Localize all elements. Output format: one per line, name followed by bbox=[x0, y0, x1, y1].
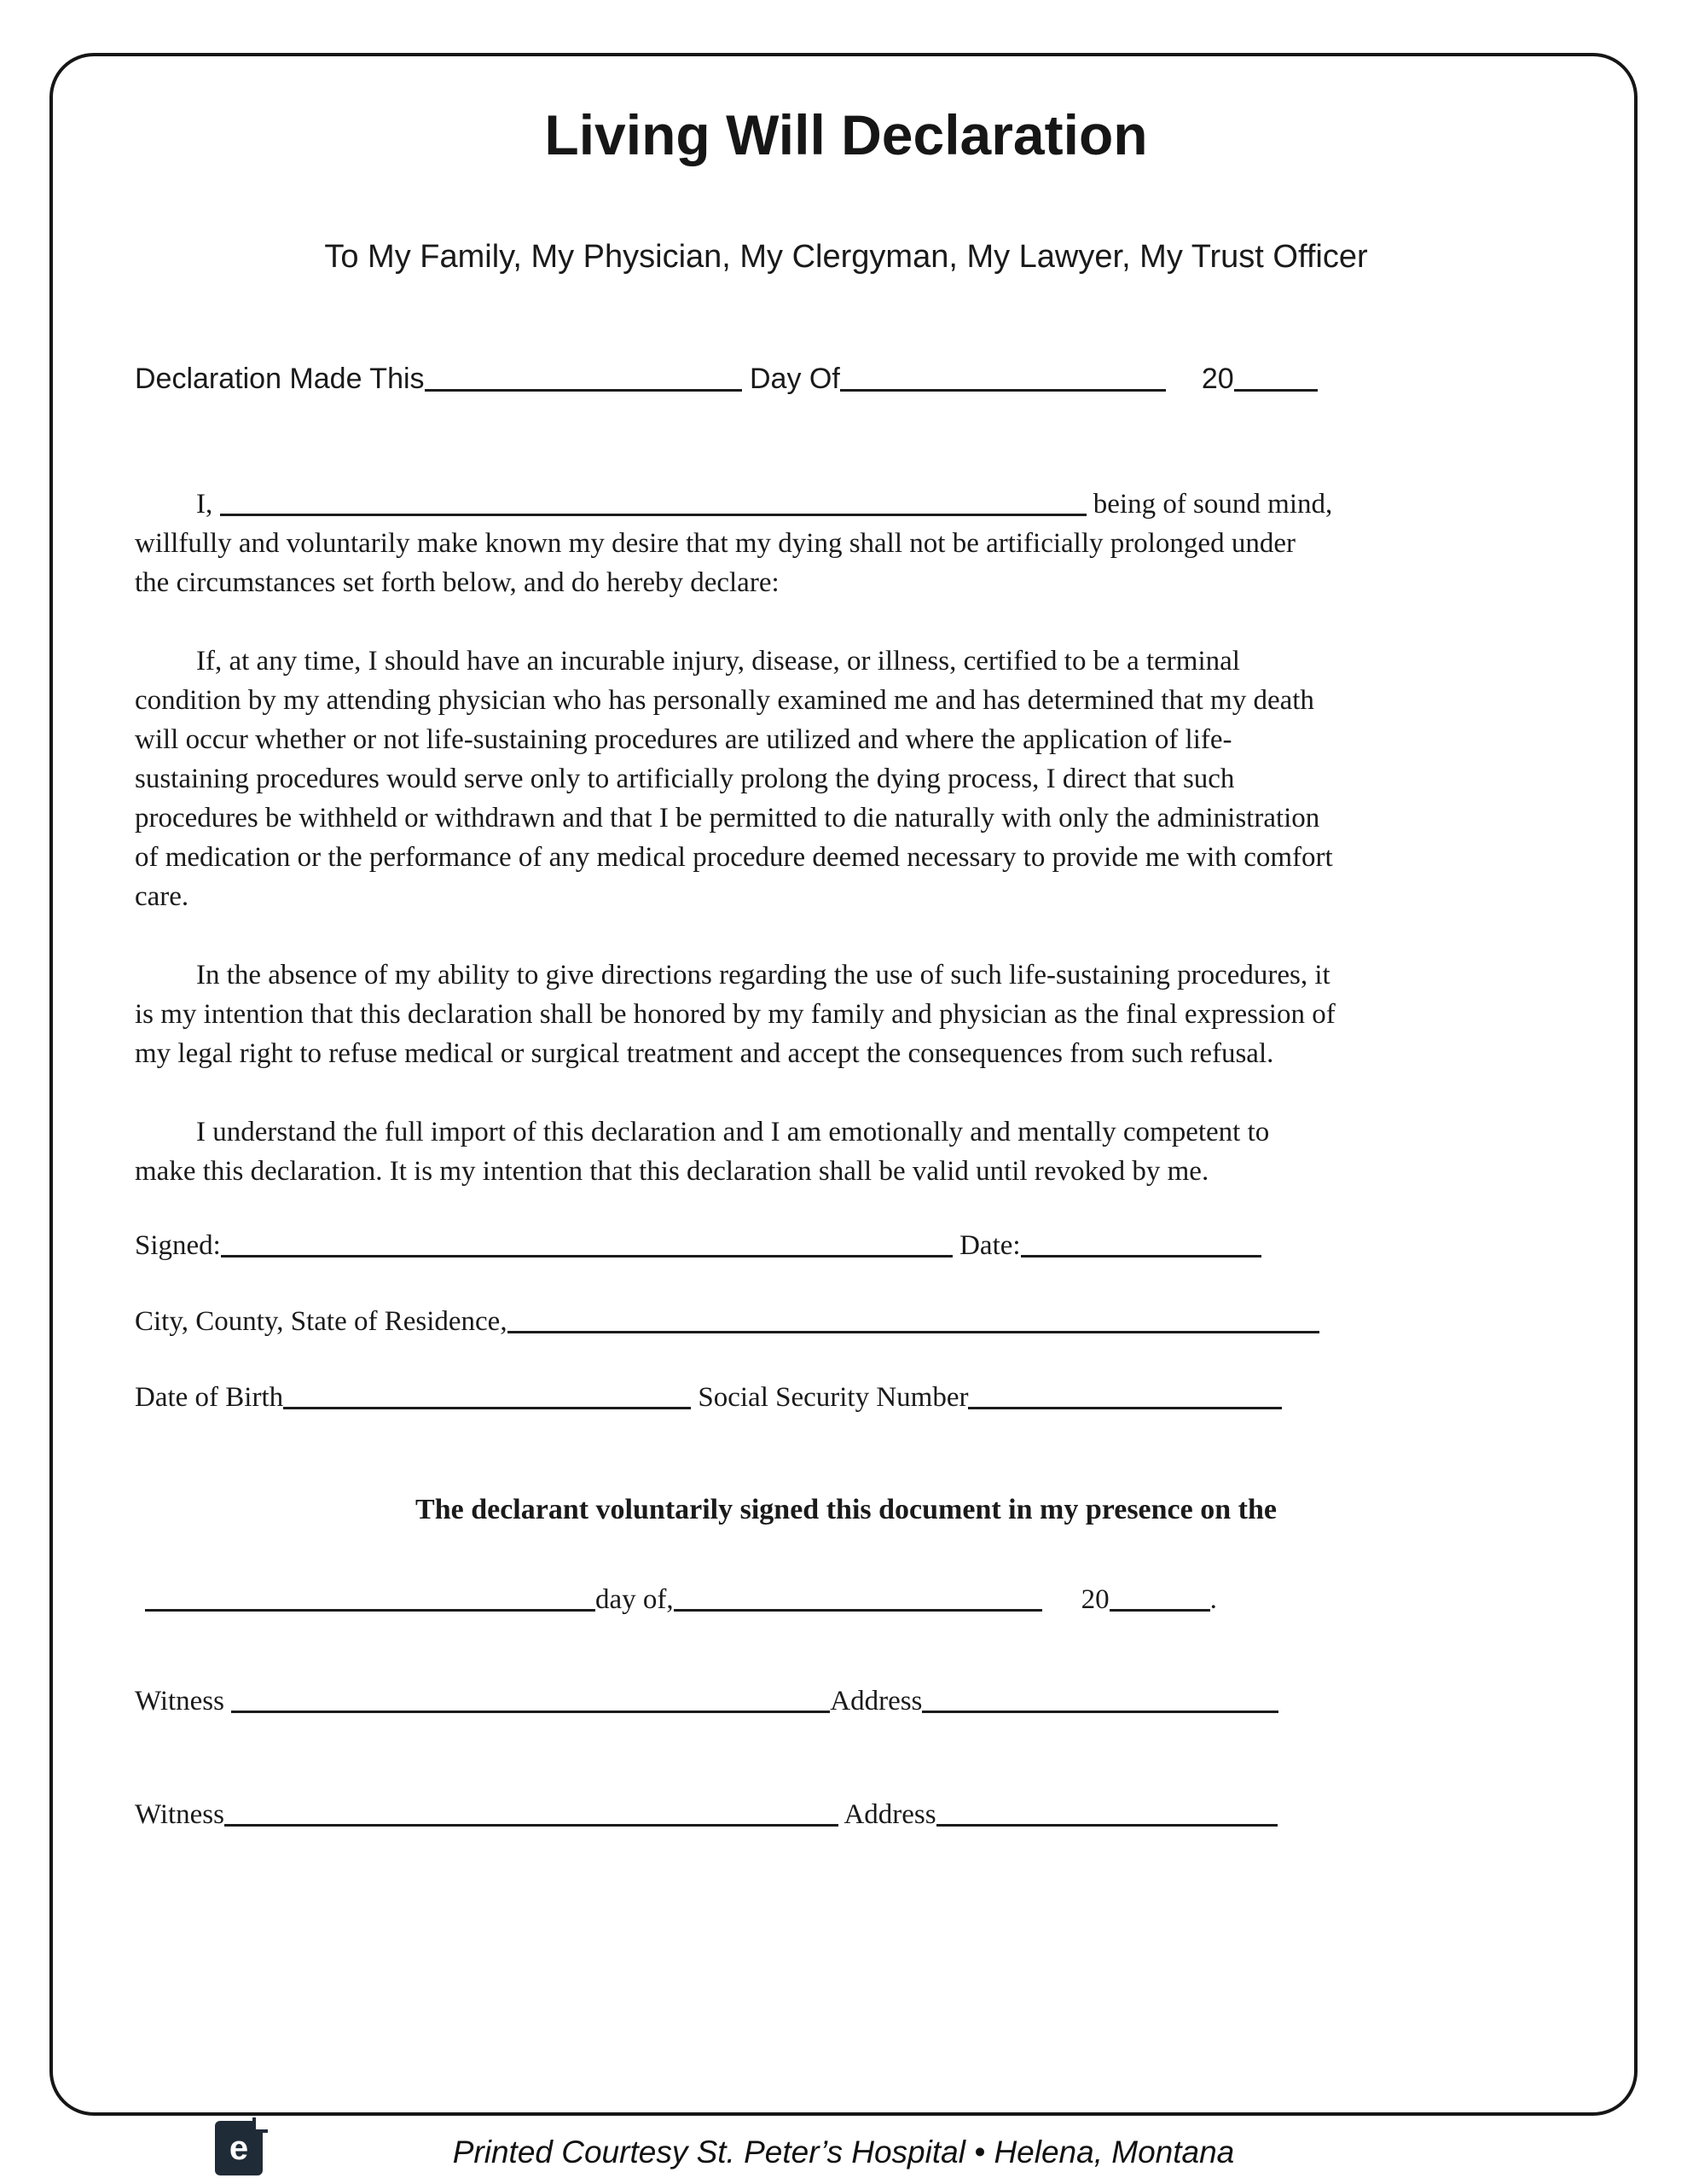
witness-line-1 bbox=[135, 1686, 1557, 1717]
residence-label: City, County, State of Residence, bbox=[135, 1306, 507, 1337]
witness1-address-label: Address bbox=[830, 1686, 923, 1716]
document-content bbox=[53, 56, 1634, 1831]
blank-witness2-address bbox=[936, 1821, 1278, 1827]
witness2-label: Witness bbox=[135, 1799, 224, 1830]
blank-witness-year bbox=[1110, 1606, 1210, 1612]
declarant-prefix: I, bbox=[196, 489, 213, 520]
body-paragraphs bbox=[135, 485, 1336, 1191]
addressees-line: To My Family, My Physician, My Clergyman, My Lawyer, My Trust Officer bbox=[324, 239, 1368, 275]
blank-signature bbox=[221, 1252, 953, 1258]
blank-dob bbox=[283, 1403, 691, 1409]
declaration-made-label: Declaration Made This bbox=[135, 363, 425, 395]
blank-witness-day bbox=[145, 1606, 595, 1612]
blank-ssn bbox=[968, 1403, 1282, 1409]
paragraph-terminal-condition: If, at any time, I should have an incurable injury, disease, or illness, certified to be a terminal condition by my attending physician who has personally examined me and has determined that my death will occur whether or not life-sustaining procedures are utilized and where the application of life-sustaining procedures would serve only to artificially prolong the dying process, I direct that such procedures be withheld or withdrawn and that I be permitted to die naturally with only the administration of medication or the performance of any medical procedure deemed necessary to provide me with comfort care. bbox=[135, 646, 1333, 912]
logo-letter: e bbox=[229, 2129, 249, 2167]
year-prefix-label: 20 bbox=[1201, 363, 1234, 395]
witness-presence-heading: The declarant voluntarily signed this document in my presence on the bbox=[415, 1494, 1277, 1525]
residence-line bbox=[135, 1306, 1354, 1338]
blank-date bbox=[1021, 1252, 1261, 1258]
date-label: Date: bbox=[959, 1230, 1021, 1261]
paragraph-absence-of-ability: In the absence of my ability to give directions regarding the use of such life-sustaining procedures, it is my intention that this declaration shall be honored by my family and physician as the final expression of my legal right to refuse medical or surgical treatment and accept the consequences from such refusal. bbox=[135, 960, 1336, 1069]
witness-day-of-label: day of, bbox=[595, 1584, 674, 1615]
page-fold-icon bbox=[252, 2117, 268, 2133]
period: . bbox=[1209, 1584, 1217, 1615]
blank-witness1-name bbox=[231, 1707, 830, 1713]
paragraph-declarant bbox=[135, 485, 1336, 602]
paragraph-understanding: I understand the full import of this declaration and I am emotionally and mentally competent to make this declaration. It is my intention that this declaration shall be valid until revoked by me. bbox=[135, 1117, 1270, 1187]
dob-label: Date of Birth bbox=[135, 1382, 284, 1413]
page-border bbox=[49, 53, 1638, 2116]
blank-declaration-date bbox=[425, 386, 742, 392]
ssn-label: Social Security Number bbox=[698, 1382, 969, 1413]
blank-residence bbox=[507, 1327, 1319, 1333]
footer-credit: Printed Courtesy St. Peter’s Hospital • Helena, Montana bbox=[452, 2135, 1235, 2169]
blank-declaration-year bbox=[1234, 386, 1318, 392]
witness1-label: Witness bbox=[135, 1686, 224, 1716]
declarant-suffix: being of sound mind, willfully and voluntarily make known my desire that my dying shall not be artificially prolonged under the circumstances set forth below, and do hereby declare: bbox=[135, 489, 1333, 598]
signed-label: Signed: bbox=[135, 1230, 221, 1261]
blank-declarant-name bbox=[220, 510, 1087, 516]
dob-ssn-line bbox=[135, 1382, 1354, 1414]
witness2-address-label: Address bbox=[844, 1799, 936, 1830]
blank-witness2-name bbox=[224, 1821, 838, 1827]
day-of-label: Day Of bbox=[750, 363, 840, 395]
declaration-made-line bbox=[135, 363, 1557, 396]
blank-witness-month bbox=[674, 1606, 1042, 1612]
page-title: Living Will Declaration bbox=[544, 103, 1148, 166]
blank-declaration-month bbox=[840, 386, 1166, 392]
blank-witness1-address bbox=[922, 1707, 1278, 1713]
witness-year-prefix: 20 bbox=[1081, 1584, 1110, 1615]
witness-line-2 bbox=[135, 1799, 1557, 1831]
witness-day-line bbox=[135, 1584, 1557, 1616]
signed-line bbox=[135, 1230, 1354, 1262]
